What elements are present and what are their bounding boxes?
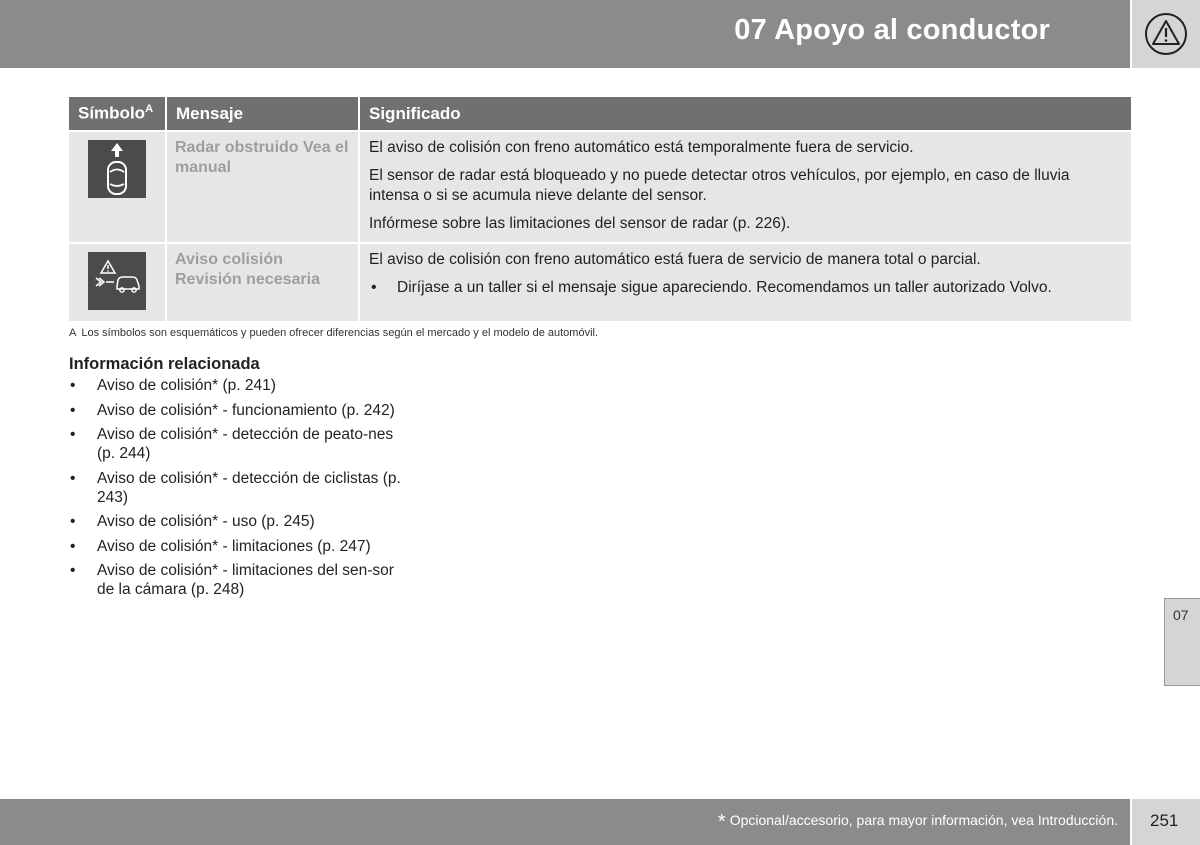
meaning-header: Significado — [359, 97, 1131, 131]
list-item[interactable]: • Aviso de colisión* (p. 241) — [69, 376, 409, 395]
list-item[interactable]: • Aviso de colisión* - limitaciones (p. 247) — [69, 537, 409, 556]
page-number-box — [1132, 799, 1200, 845]
collision-warning-service-icon — [88, 252, 146, 310]
chapter-tab — [1164, 598, 1200, 686]
footnote-text: Los símbolos son esquemáticos y pueden ofrecer diferencias según el mercado y el modelo de automóvil. — [81, 327, 599, 339]
radar-obstructed-icon — [88, 140, 146, 198]
meaning-text: El aviso de colisión con freno automático está temporalmente fuera de servicio. — [369, 139, 914, 156]
meaning-text: Infórmese sobre las limitaciones del sensor de radar (p. 226). — [369, 215, 791, 232]
footer-note-text: Opcional/accesorio, para mayor información, vea Introducción. — [729, 812, 1118, 828]
chapter-title: 07 Apoyo al conductor — [734, 14, 1050, 46]
symbol-header: Símbolo$^A$ — [69, 97, 166, 131]
header-icon-box — [1132, 0, 1200, 68]
related-info-list — [69, 376, 409, 605]
table-row — [69, 243, 1131, 321]
message-cell: Radar obstruido Vea el manual — [166, 131, 359, 243]
meaning-cell — [359, 243, 1131, 321]
list-item[interactable]: • Aviso de colisión* - detección de ciclistas (p. 243) — [69, 469, 409, 507]
meaning-bullet: • Diríjase a un taller si el mensaje sigue apareciendo. Recomendamos un taller autorizado Volvo. — [369, 278, 1122, 298]
meaning-text: El aviso de colisión con freno automático está fuera de servicio de manera total o parcial. — [369, 251, 981, 268]
page-header — [0, 0, 1130, 68]
chapter-tab-label: 07 — [1173, 607, 1189, 623]
list-item[interactable]: • Aviso de colisión* - limitaciones del sen-sor de la cámara (p. 248) — [69, 561, 409, 599]
table-header-row — [69, 97, 1131, 131]
message-header: Mensaje — [166, 97, 359, 131]
page-footer — [0, 799, 1130, 845]
meaning-cell — [359, 131, 1131, 243]
symbol-cell — [69, 131, 166, 243]
footer-note — [718, 811, 1118, 834]
symbol-cell — [69, 243, 166, 321]
list-item[interactable]: • Aviso de colisión* - funcionamiento (p. 242) — [69, 401, 409, 420]
meaning-text: El sensor de radar está bloqueado y no puede detectar otros vehículos, por ejemplo, en caso de lluvia intensa o si se acumula nieve delante del sensor. — [369, 167, 1070, 204]
message-cell: Aviso colisión Revisión necesaria — [166, 243, 359, 321]
footnote-mark: A — [69, 327, 77, 339]
related-info-title: Información relacionada — [69, 355, 260, 373]
warning-triangle-icon — [1144, 12, 1188, 56]
list-item[interactable]: • Aviso de colisión* - uso (p. 245) — [69, 512, 409, 531]
page-number: 251 — [1150, 811, 1179, 830]
messages-table — [69, 97, 1131, 321]
footer-star: * — [717, 811, 726, 833]
table-row — [69, 131, 1131, 243]
table-footnote — [69, 327, 598, 339]
list-item[interactable]: • Aviso de colisión* - detección de peato-nes (p. 244) — [69, 425, 409, 463]
